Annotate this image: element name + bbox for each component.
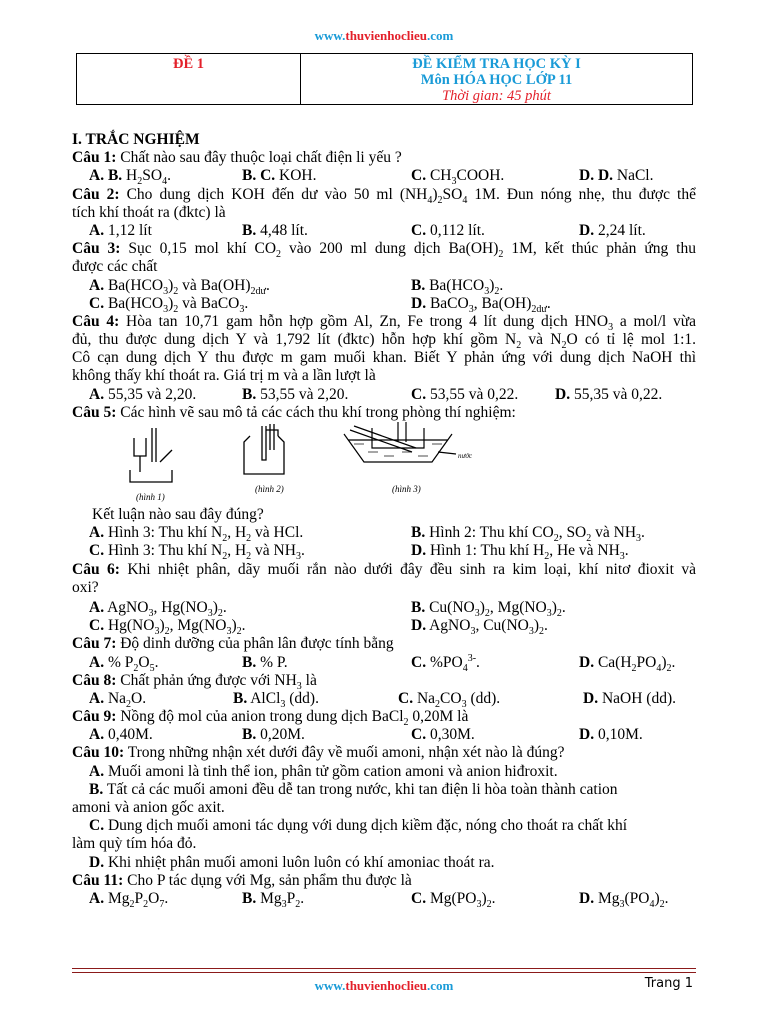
question-8: Câu 8: Chất phản ứng được với $NH_3$ là [72,671,317,692]
fig2-caption: (hình 2) [255,484,284,494]
options-9: A. 0,40M. B. 0,20M. C. 0,30M. D. 0,10M. [89,726,643,744]
options-6a: A. AgNO$_3$, $Hg(NO_3)_2$. B. $Cu(NO_3)_2$, $Mg(NO_3)_2$. [89,598,566,620]
exam-title-cell [301,54,693,105]
question-10: Câu 10: Trong những nhận xét dưới đây về muối amoni, nhận xét nào là đúng? [72,744,565,762]
question-4: Câu 4: Hòa tan 10,71 gam hỗn hợp gồm Al, Zn, Fe trong 4 lít dung dịch $HNO_3$ a mol/l vừa [72,312,697,333]
options-5b: C. Hình 3: Thu khí $N_2$, $H_2$ và $NH_3$. D. Hình 1: Thu khí $H_2$, He và $NH_3$. [89,542,629,563]
exam-subject: Môn HÓA HỌC LỚP 11 [420,72,573,88]
question-6: Câu 6: Khi nhiệt phân, dãy muối rắn nào dưới đây đều sinh ra kim loại, khí nitơ đioxit và [72,560,696,578]
options-8: A. $Na_2O$. B. AlCl$_3$ (dd). C. $Na_2CO_3$ (dd). D. NaOH (dd). [89,689,676,710]
question-5: Câu 5: Các hình vẽ sau mô tả các cách thu khí trong phòng thí nghiệm: [72,403,516,421]
options-6b: C. $Hg(NO_3)_2$, $Mg(NO_3)_2$. D. AgNO$_3$, $Cu(NO_3)_2$. [89,617,548,638]
options-4: A. 55,35 và 2,20. B. 53,55 và 2,20. C. 53,55 và 0,22. D. 55,35 và 0,22. [89,385,663,403]
fig1-caption: (hình 1) [136,492,165,502]
section-title: I. TRẮC NGHIỆM [72,131,200,148]
options-1: A. B. $H_2SO_4$. B. C. KOH. C. $CH_3COOH$. D. D. NaCl. [89,167,654,188]
exam-time: Thời gian: 45 phút [442,88,551,104]
exam-code: ĐỀ 1 [77,54,301,105]
question-2: Câu 2: Cho dung dịch KOH đến dư vào 50 ml $(NH_4)_2SO_4$ 1M. Đun nóng nhẹ, thu được thể [72,185,696,206]
footer-rule-thin [72,972,696,973]
header-site-link[interactable]: www.thuvienhoclieu.com [314,28,454,43]
options-11: A. $Mg_2P_2O_7$. B. $Mg_3P_2$. C. $Mg(PO_3)_2$. D. $Mg_3(PO_4)_2$. [89,889,669,911]
question-11: Câu 11: Cho P tác dụng với Mg, sản phẩm thu được là [72,871,412,889]
question-1: Câu 1: Chất nào sau đây thuộc loại chất điện li yếu ? [72,149,402,167]
footer-site-link[interactable]: www.thuvienhoclieu.com [314,978,454,993]
water-label: nước [458,452,473,460]
options-3b: C. $Ba(HCO_3)_2$ và BaCO$_3$. D. BaCO$_3$, $Ba(OH)_{2dư}$. [89,294,551,315]
options-3a: A. $Ba(HCO_3)_2$ và $Ba(OH)_{2dư}$. B. $Ba(HCO_3)_2$. [89,276,504,297]
fig3-caption: (hình 3) [392,484,421,494]
exam-content: I. TRẮC NGHIỆM Câu 1: Chất nào sau đây thuộc loại chất điện li yếu ? A. B. $H_2SO_4$. B. C. KOH. C. $CH_3COOH$. D. D. NaCl. Câu 2: Cho dung dịch KOH đến dư vào 50 ml $(NH_4)_2SO_4$ 1M. Đun nóng nhẹ, thu được thể tích khí thoát ra (đktc) là A. 1,12 lít B. 4,48 lít. C. 0,112 lít. D. 2,24 lít. Câu 3: Sục 0,15 mol khí $CO_2$ vào 200 ml dung dịch $Ba(OH)_2$ 1M, kết thúc phản ứng thu được các chất A. $Ba(HCO_3)_2$ và $Ba(OH)_{2dư}$. B. $Ba(HCO_3)_2$. C. $Ba(HCO_3)_2$ và BaCO$_3$. D. BaCO$_3$, $Ba(OH)_{2dư}$. Câu 4: Hòa tan 10,71 gam hỗn hợp gồm Al, Zn, Fe trong 4 lít dung dịch $HNO_3$ a mol/l vừa đủ, thu được dung dịch Y và 1,792 lít (đktc) hỗn hợp khí gồm $N_2$ và $N_2O$ có tỉ lệ mol 1:1. Cô cạn dung dịch Y thu được m gam muối khan. Biết Y phản ứng với dung dịch NaOH thì không thấy khí thoát ra. Giá trị m và a lần lượt là A. 55,35 và 2,20. B. 53,55 và 2,20. C. 53,55 và 0,22. D. 55,35 và 0,22. Câu 5: Các hình vẽ sau mô tả các cách thu khí trong phòng thí nghiệm: (hình 1) (hình 2) nước (hình 3) Kết luận nào sau đây đúng? A. Hình 3: Thu khí $N_2$, $H_2$ và HCl. B. Hình 2: Thu khí $CO_2$, $SO_2$ và $NH_3$. C. Hình 3: Thu khí $N_2$, $H_2$ và $NH_3$. D. Hình 1: Thu khí $H_2$, He và $NH_3$. Câu 6: Khi nhiệt phân, dãy muối rắn nào dưới đây đều sinh ra kim loại, khí nitơ đioxit và oxi? A. AgNO$_3$, $Hg(NO_3)_2$. B. $Cu(NO_3)_2$, $Mg(NO_3)_2$. C. $Hg(NO_3)_2$, $Mg(NO_3)_2$. D. AgNO$_3$, $Cu(NO_3)_2$. Câu 7: Độ dinh dưỡng của phân lân được tính bằng A. % $P_2O_5$. B. % P. C. $\%PO_4^{3-}$. D. $Ca(H_2PO_4)_2$. Câu 8: Chất phản ứng được với $NH_3$ là A. $Na_2O$. B. AlCl$_3$ (dd). C. $Na_2CO_3$ (dd). D. NaOH (dd). Câu 9: Nồng độ mol của anion trong dung dịch BaCl$_2$ 0,20M là A. 0,40M. B. 0,20M. C. 0,30M. D. 0,10M. Câu 10: Trong những nhận xét dưới đây về muối amoni, nhận xét nào là đúng? A. Muối amoni là tinh thể ion, phân tử gồm cation amoni và anion hiđroxit. B. Tất cả các muối amoni đều dễ tan trong nước, khi tan điện li hòa toàn thành cation amoni và anion gốc axit. C. Dung dịch muối amoni tác dụng với dung dịch kiềm đặc, nóng cho thoát ra chất khí làm quỳ tím hóa đỏ. D. Khi nhiệt phân muối amoni luôn luôn có khí amoniac thoát ra. Câu 11: Cho P tác dụng với Mg, sản phẩm thu được là A. $Mg_2P_2O_7$. B. $Mg_3P_2$. C. $Mg(PO_3)_2$. D. $Mg_3(PO_4)_2$. [72,131,697,911]
gas-collection-figures [72,422,696,506]
footer-rule [72,968,696,969]
page-number: Trang 1 [644,976,693,991]
lab-apparatus-figure [72,422,696,506]
options-5a: A. Hình 3: Thu khí $N_2$, $H_2$ và HCl. B. Hình 2: Thu khí $CO_2$, $SO_2$ và $NH_3$. [89,524,645,545]
exam-header-table [76,53,693,105]
question-3: Câu 3: Sục 0,15 mol khí $CO_2$ vào 200 ml dung dịch $Ba(OH)_2$ 1M, kết thúc phản ứng thu [72,240,696,261]
options-2: A. 1,12 lít B. 4,48 lít. C. 0,112 lít. D. 2,24 lít. [89,221,646,239]
exam-title: ĐỀ KIỂM TRA HỌC KỲ I [412,56,581,72]
question-9: Câu 9: Nồng độ mol của anion trong dung dịch BaCl$_2$ 0,20M là [72,708,469,729]
options-7: A. % $P_2O_5$. B. % P. C. $\%PO_4^{3-}$. D. $Ca(H_2PO_4)_2$. [89,652,676,674]
question-7: Câu 7: Độ dinh dưỡng của phân lân được tính bằng [72,635,394,653]
